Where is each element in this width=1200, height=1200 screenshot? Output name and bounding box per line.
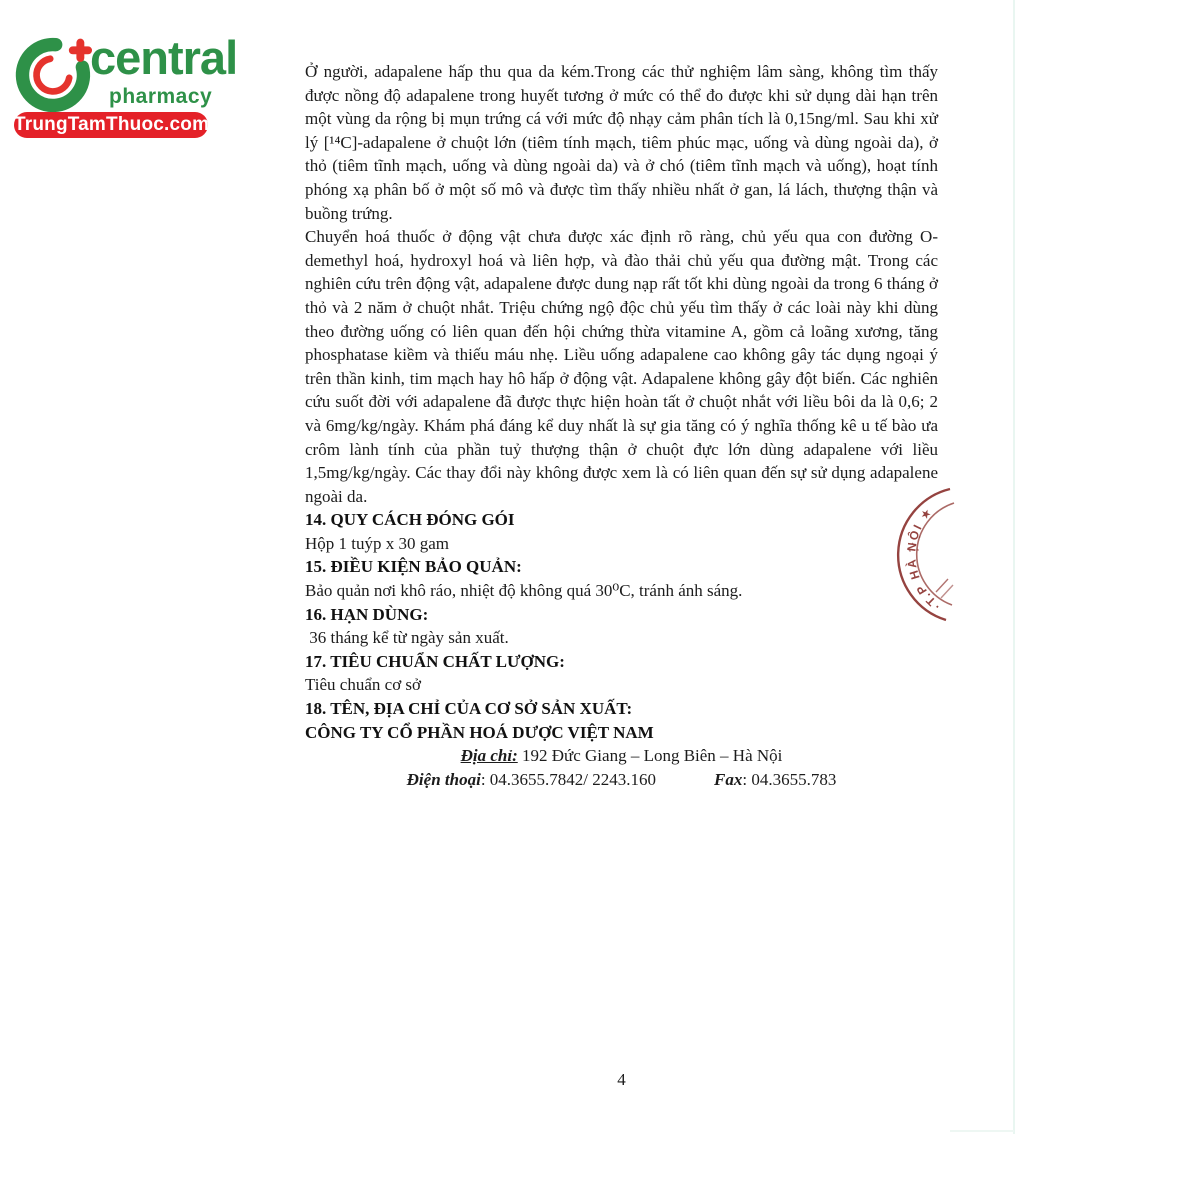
address-value: 192 Đức Giang – Long Biên – Hà Nội	[521, 746, 783, 766]
paragraph-metabolism: Chuyển hoá thuốc ở động vật chưa được xác định rõ ràng, chủ yếu qua con đường O-demethyl hoá, hydroxyl hoá và liên hợp, và đào thải chủ yếu qua đường mật. Trong các nghiên cứu trên động vật, adapalene được dung nạp rất tốt khi dùng ngoài da trong 6 tháng ở thỏ và 2 năm ở chuột nhắt. Triệu chứng ngộ độc chủ yếu tìm thấy ở các loài này khi dùng theo đường uống có liên quan đến hội chứng thừa vitamine A, gồm cả loãng xương, tăng phosphatase kiềm và thiếu máu nhẹ. Liều uống adapalene cao không gây tác dụng ngoại ý trên thần kinh, tim mạch hay hô hấp ở động vật. Adapalene không gây đột biến. Các nghiên cứu suốt đời với adapalene đã được thực hiện hoàn tất ở chuột nhắt với liều bôi da là 0,6; 2 và 6mg/kg/ngày. Khám phá đáng kể duy nhất là sự gia tăng có ý nghĩa thống kê u tế bào ưa crôm lành tính của phần tuỷ thượng thận ở chuột đực lớn dùng adapalene với liều 1,5mg/kg/ngày. Các thay đổi này không được xem là có liên quan đến sự sử dụng adapalene ngoài da.	[305, 227, 938, 506]
section-14-text: Hộp 1 tuýp x 30 gam	[305, 533, 450, 553]
fax-label: Fax	[714, 769, 743, 789]
section-17-text: Tiêu chuẩn cơ sở	[305, 675, 422, 695]
central-pharmacy-logo	[14, 31, 238, 140]
red-seal-stamp	[886, 472, 1004, 624]
phone-value: : 04.3655.7842/ 2243.160	[480, 769, 657, 789]
manufacturer-phone-line	[305, 768, 938, 792]
address-label: Địa chỉ:	[460, 746, 518, 766]
manufacturer-company-name: CÔNG TY CỔ PHẦN HOÁ DƯỢC VIỆT NAM	[305, 722, 654, 742]
stamp-arc-text: ·T.P HÀ NỘI ★	[904, 503, 943, 614]
section-15-heading: 15. ĐIỀU KIỆN BẢO QUẢN:	[305, 557, 522, 577]
document-body	[305, 60, 938, 791]
scan-artifact-horizontal-line	[950, 1130, 1014, 1132]
logo-red-arc	[37, 59, 70, 92]
page-number: 4	[617, 1070, 626, 1089]
central-pharmacy-c-icon	[14, 36, 92, 114]
section-15-text: Bảo quản nơi khô ráo, nhiệt độ không quá 30⁰C, tránh ánh sáng.	[305, 581, 743, 601]
paragraph-absorption: Ở người, adapalene hấp thu qua da kém.Trong các thử nghiệm lâm sàng, không tìm thấy được nồng độ adapalene trong huyết tương ở mức có thể đo được khi sử dụng dài hạn trên một vùng da rộng bị mụn trứng cá với mức độ nhạy cảm phân tích là 0,15ng/ml. Sau khi xử lý [¹⁴C]-adapalene ở chuột lớn (tiêm tính mạch, tiêm phúc mạc, uống và dùng ngoài da), ở thỏ (tiêm tĩnh mạch, uống và dùng ngoài da) và ở chó (tiêm tĩnh mạch và uống), hoạt tính phóng xạ phân bố ở một số mô và được tìm thấy nhiều nhất ở gan, lá lách, thượng thận và buồng trứng.	[305, 62, 938, 223]
section-14-heading: 14. QUY CÁCH ĐÓNG GÓI	[305, 510, 515, 530]
scan-artifact-vertical-line	[1013, 0, 1015, 1134]
fax-value: : 04.3655.783	[742, 769, 837, 789]
logo-brand-subtext: pharmacy	[109, 85, 213, 108]
section-17-heading: 17. TIÊU CHUẨN CHẤT LƯỢNG:	[305, 651, 565, 671]
logo-plus-icon	[69, 39, 92, 62]
section-18-heading: 18. TÊN, ĐỊA CHỈ CỦA CƠ SỞ SẢN XUẤT:	[305, 699, 633, 719]
section-16-heading: 16. HẠN DÙNG:	[305, 604, 429, 624]
section-16-text: 36 tháng kể từ ngày sản xuất.	[305, 628, 509, 648]
logo-badge: TrungTamThuoc.com	[14, 112, 208, 138]
logo-brand-text: central	[90, 31, 238, 84]
manufacturer-address-line	[305, 744, 938, 768]
phone-label: Điện thoại	[406, 769, 481, 789]
